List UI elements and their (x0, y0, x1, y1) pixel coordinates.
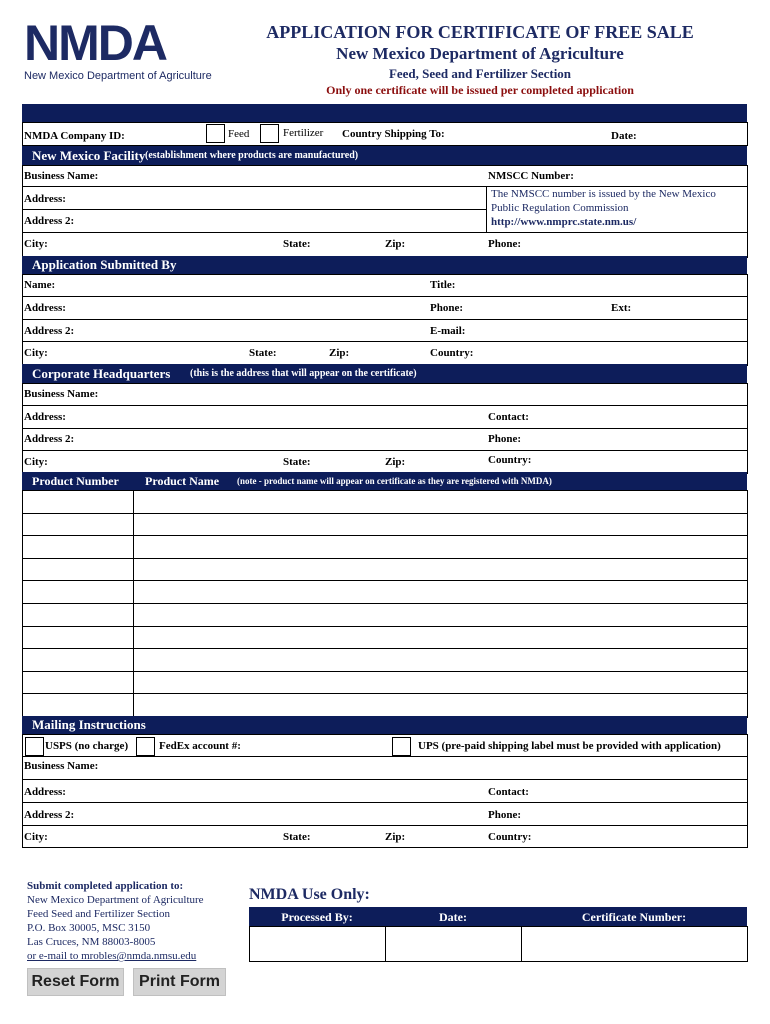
mailing-business-name-label: Business Name: (24, 760, 99, 772)
mailing-phone-label: Phone: (488, 809, 521, 821)
table-row (22, 671, 747, 695)
facility-title: New Mexico Facility (32, 148, 146, 163)
product-name-cell[interactable] (133, 649, 747, 672)
submit-line-3: P.O. Box 30005, MSC 3150 (27, 922, 151, 934)
date-label: Date: (611, 130, 637, 142)
submitted-state-label: State: (249, 347, 277, 359)
submit-line-4: Las Cruces, NM 88003-8005 (27, 936, 156, 948)
usps-checkbox[interactable] (25, 737, 44, 756)
form-note: Only one certificate will be issued per completed application (326, 83, 634, 97)
mailing-bar (22, 716, 747, 734)
facility-nmscc-label: NMSCC Number: (488, 170, 574, 182)
mailing-contact-label: Contact: (488, 786, 529, 798)
product-name-cell[interactable] (133, 604, 747, 627)
products-bar (22, 472, 747, 490)
table-row (22, 626, 747, 650)
submitted-title-label: Title: (430, 279, 456, 291)
submit-line-1: New Mexico Department of Agriculture (27, 894, 204, 906)
table-row (22, 603, 747, 627)
country-shipping-label: Country Shipping To: (342, 128, 445, 140)
corporate-bar (22, 364, 747, 383)
corporate-state-label: State: (283, 456, 311, 468)
logo-subtext: New Mexico Department of Agriculture (24, 70, 212, 82)
facility-address-label: Address: (24, 193, 66, 205)
logo-text: NMDA (24, 15, 166, 71)
submitted-ext-label: Ext: (611, 302, 632, 314)
product-name-cell[interactable] (133, 672, 747, 695)
corporate-address2-label: Address 2: (24, 433, 75, 445)
corporate-title: Corporate Headquarters (32, 366, 171, 381)
facility-title-note: (establishment where products are manufactured) (145, 150, 359, 161)
product-number-cell[interactable] (22, 604, 133, 627)
product-name-cell[interactable] (133, 536, 747, 559)
facility-phone-label: Phone: (488, 238, 521, 250)
ups-label: UPS (pre-paid shipping label must be provided with application) (418, 740, 721, 752)
nmscc-info-2: Public Regulation Commission (491, 202, 629, 214)
certificate-number-header: Certificate Number: (581, 910, 687, 924)
product-number-cell[interactable] (22, 627, 133, 650)
ups-checkbox[interactable] (392, 737, 411, 756)
submitted-bar (22, 256, 747, 274)
corporate-zip-label: Zip: (385, 456, 406, 468)
print-form-button[interactable]: Print Form (133, 968, 226, 996)
use-only-date-header: Date: (439, 910, 467, 924)
fedex-checkbox[interactable] (136, 737, 155, 756)
fertilizer-checkbox[interactable] (260, 124, 279, 143)
product-name-cell[interactable] (133, 490, 747, 513)
submitted-city-label: City: (24, 347, 48, 359)
submitted-zip-label: Zip: (329, 347, 350, 359)
corporate-contact-label: Contact: (488, 411, 529, 423)
product-number-cell[interactable] (22, 694, 133, 717)
submitted-title: Application Submitted By (32, 257, 177, 272)
product-name-cell[interactable] (133, 559, 747, 582)
product-number-cell[interactable] (22, 672, 133, 695)
facility-zip-label: Zip: (385, 238, 406, 250)
nmscc-link[interactable]: http://www.nmprc.state.nm.us/ (491, 216, 637, 228)
submitted-section (22, 274, 748, 366)
product-name-cell[interactable] (133, 514, 747, 537)
corporate-country-label: Country: (488, 454, 532, 466)
form-title: APPLICATION FOR CERTIFICATE OF FREE SALE (266, 22, 694, 42)
product-number-cell[interactable] (22, 514, 133, 537)
facility-address2-label: Address 2: (24, 215, 75, 227)
nmda-logo (24, 15, 212, 82)
product-name-cell[interactable] (133, 581, 747, 604)
product-number-cell[interactable] (22, 649, 133, 672)
mailing-city-label: City: (24, 831, 48, 843)
product-number-header: Product Number (32, 474, 119, 488)
product-number-cell[interactable] (22, 536, 133, 559)
submitted-address-label: Address: (24, 302, 66, 314)
submit-title: Submit completed application to: (27, 880, 184, 892)
facility-city-label: City: (24, 238, 48, 250)
nmscc-info-1: The NMSCC number is issued by the New Mexico (491, 188, 716, 200)
feed-label: Feed (228, 128, 250, 140)
mailing-country-label: Country: (488, 831, 532, 843)
mailing-address-label: Address: (24, 786, 66, 798)
table-row (22, 513, 747, 537)
corporate-address-label: Address: (24, 411, 66, 423)
header-bar (22, 104, 747, 122)
facility-bar (22, 146, 747, 165)
facility-state-label: State: (283, 238, 311, 250)
submitted-name-label: Name: (24, 279, 56, 291)
submit-line-2: Feed Seed and Fertilizer Section (27, 908, 170, 920)
submit-email-link[interactable]: or e-mail to mrobles@nmda.nmsu.edu (27, 950, 197, 962)
submitted-country-label: Country: (430, 347, 474, 359)
product-name-cell[interactable] (133, 627, 747, 650)
submitted-phone-label: Phone: (430, 302, 463, 314)
mailing-zip-label: Zip: (385, 831, 406, 843)
fertilizer-label: Fertilizer (283, 127, 324, 139)
form-section: Feed, Seed and Fertilizer Section (388, 66, 572, 81)
corporate-phone-label: Phone: (488, 433, 521, 445)
mailing-title: Mailing Instructions (32, 717, 146, 732)
mailing-state-label: State: (283, 831, 311, 843)
facility-business-name-label: Business Name: (24, 170, 99, 182)
submitted-email-label: E-mail: (430, 325, 466, 337)
mailing-address2-label: Address 2: (24, 809, 75, 821)
product-name-header: Product Name (145, 474, 220, 488)
table-row (22, 535, 747, 559)
fedex-label: FedEx account #: (159, 740, 241, 752)
product-number-cell[interactable] (22, 490, 133, 513)
company-id-label: NMDA Company ID: (24, 130, 125, 142)
table-row (22, 490, 747, 513)
use-only-cells (249, 926, 748, 962)
submitted-address2-label: Address 2: (24, 325, 75, 337)
corporate-city-label: City: (24, 456, 48, 468)
product-number-cell[interactable] (22, 559, 133, 582)
nmda-use-only-title: NMDA Use Only: (249, 886, 370, 903)
reset-form-button[interactable]: Reset Form (27, 968, 124, 996)
table-row (22, 693, 747, 717)
product-name-note: (note - product name will appear on certificate as they are registered with NMDA) (237, 476, 552, 486)
product-number-cell[interactable] (22, 581, 133, 604)
feed-checkbox[interactable] (206, 124, 225, 143)
table-row (22, 648, 747, 672)
table-row (22, 558, 747, 582)
usps-label: USPS (no charge) (45, 740, 129, 752)
product-name-cell[interactable] (133, 694, 747, 717)
processed-by-header: Processed By: (281, 910, 353, 924)
corporate-title-note: (this is the address that will appear on the certificate) (190, 368, 417, 379)
corporate-business-name-label: Business Name: (24, 388, 99, 400)
table-row (22, 580, 747, 604)
form-subtitle: New Mexico Department of Agriculture (336, 44, 624, 63)
